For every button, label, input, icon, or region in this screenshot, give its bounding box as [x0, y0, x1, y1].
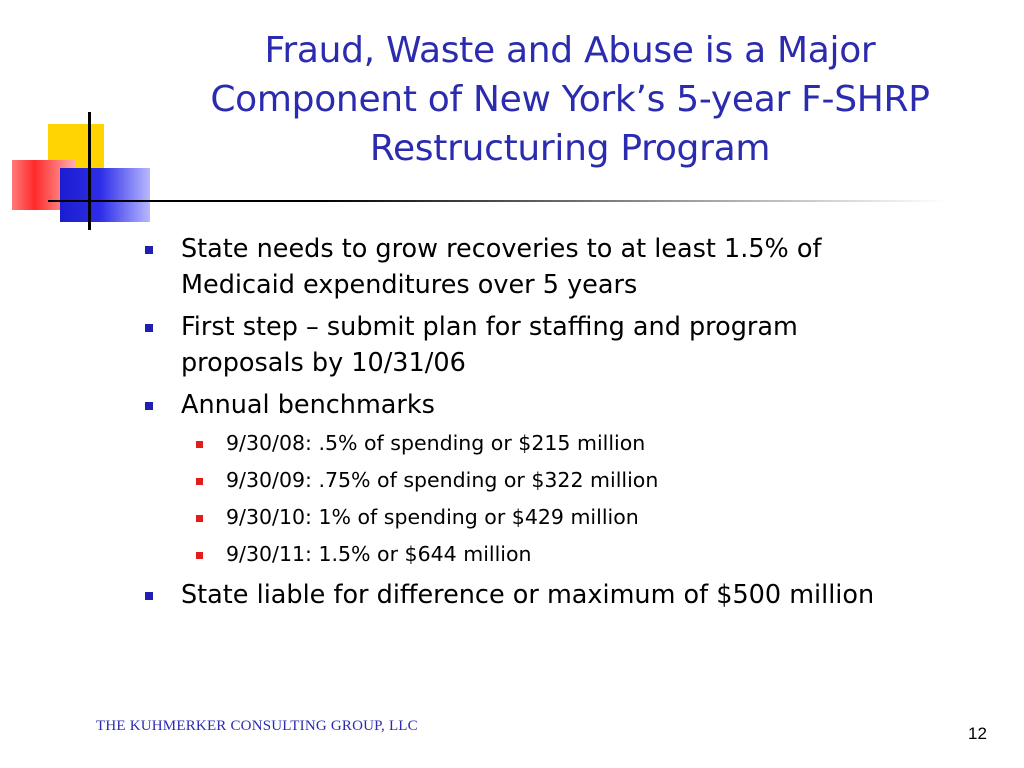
vertical-rule	[88, 112, 91, 230]
bullet-text-line: First step – submit plan for staffing and program	[181, 312, 798, 342]
bullet-item	[144, 309, 1004, 381]
title-line-1: Fraud, Waste and Abuse is a Major	[264, 30, 876, 71]
bullet-text-line: State liable for difference or maximum of $500 million	[181, 580, 875, 610]
title-line-3: Restructuring Program	[369, 128, 771, 169]
red-square-bullet-icon	[196, 478, 203, 485]
square-bullet-icon	[145, 246, 153, 254]
sub-bullet-text: 9/30/11: 1.5% or $644 million	[226, 542, 532, 566]
red-square-bullet-icon	[196, 515, 203, 522]
corner-logo-graphic	[0, 0, 150, 240]
bullet-text-line: State needs to grow recoveries to at least 1.5% of	[181, 234, 822, 264]
sub-bullet-list	[144, 429, 1004, 569]
red-square-bullet-icon	[196, 552, 203, 559]
sub-bullet-item	[144, 503, 1004, 532]
bullet-text-line: proposals by 10/31/06	[181, 348, 466, 378]
bullet-text-line: Medicaid expenditures over 5 years	[181, 270, 638, 300]
footer-company-name: THE KUHMERKER CONSULTING GROUP, LLC	[96, 718, 418, 734]
sub-bullet-item	[144, 429, 1004, 458]
red-square-bullet-icon	[196, 441, 203, 448]
sub-bullet-item	[144, 466, 1004, 495]
bullet-item	[144, 231, 1004, 303]
title-underline-rule	[48, 200, 948, 202]
square-bullet-icon	[145, 592, 153, 600]
sub-bullet-text: 9/30/10: 1% of spending or $429 million	[226, 505, 639, 529]
bullet-item	[144, 577, 1004, 613]
bullet-text-line: Annual benchmarks	[181, 390, 435, 420]
sub-bullet-item	[144, 540, 1004, 569]
square-bullet-icon	[145, 402, 153, 410]
page-number: 12	[968, 724, 987, 743]
sub-bullet-text: 9/30/08: .5% of spending or $215 million	[226, 431, 646, 455]
bullet-item	[144, 387, 1004, 423]
title-line-2: Component of New York’s 5-year F-SHRP	[210, 79, 930, 120]
bullet-list	[144, 231, 1004, 619]
sub-bullet-text: 9/30/09: .75% of spending or $322 million	[226, 468, 659, 492]
slide-title	[140, 26, 1000, 173]
blue-square	[60, 168, 150, 222]
square-bullet-icon	[145, 324, 153, 332]
